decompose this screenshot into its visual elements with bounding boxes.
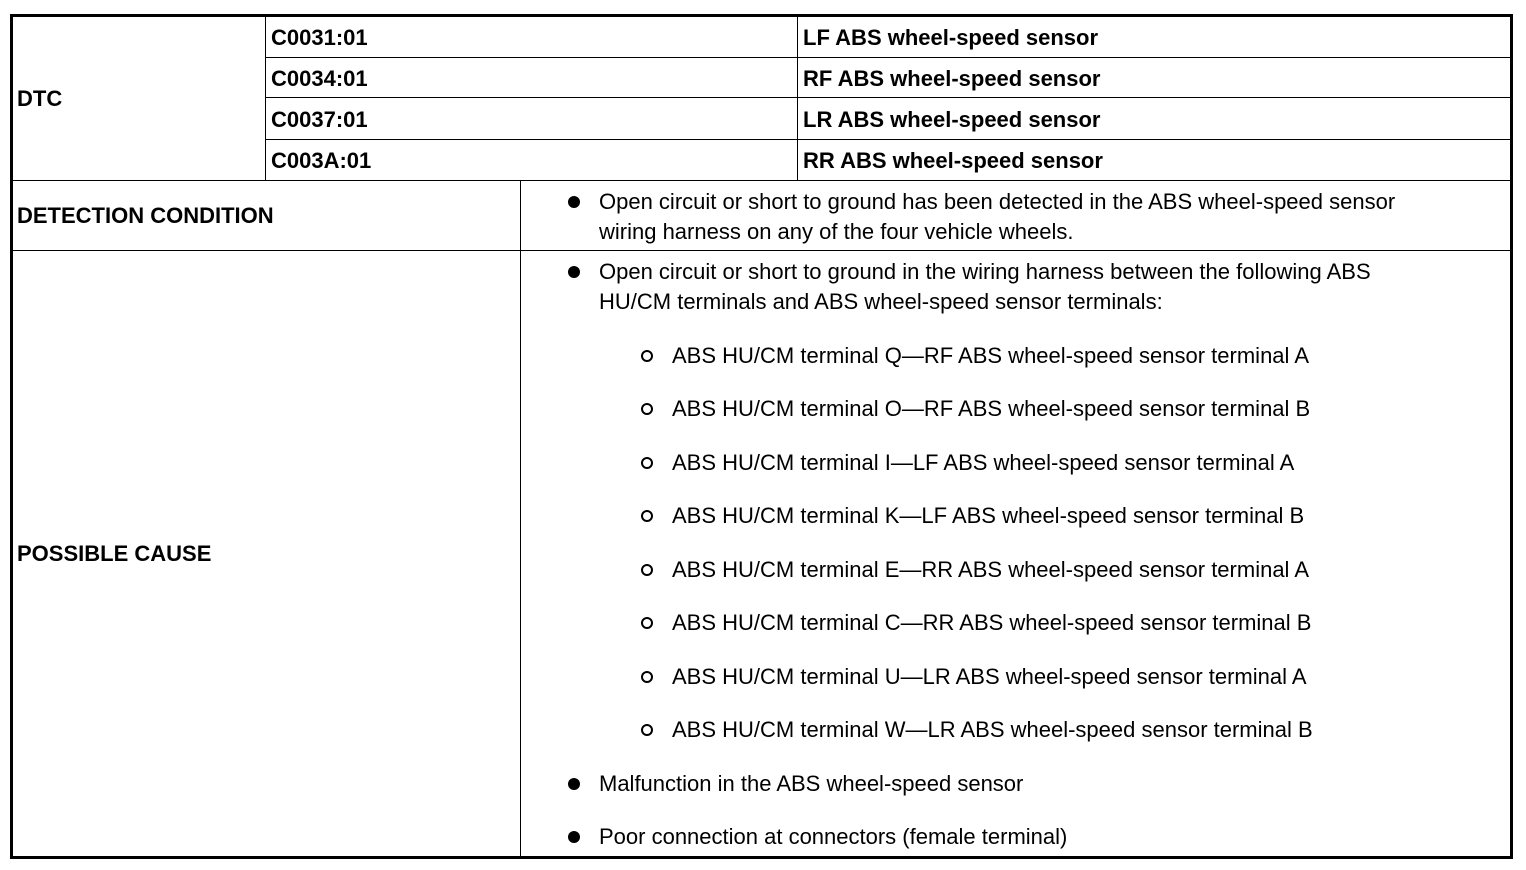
sub-bullet-icon — [641, 350, 653, 362]
row-divider — [265, 97, 1511, 98]
dtc-code: C003A:01 — [271, 148, 372, 173]
detection-item-line: Open circuit or short to ground has been detected in the ABS wheel-speed sensor — [599, 189, 1396, 214]
cause-item: Malfunction in the ABS wheel-speed sensor — [599, 771, 1024, 796]
bullet-icon — [568, 831, 580, 843]
cause-subitem: ABS HU/CM terminal U—LR ABS wheel-speed sensor terminal A — [672, 664, 1307, 689]
dtc-description: LR ABS wheel-speed sensor — [803, 107, 1101, 132]
row-divider — [12, 250, 1511, 251]
column-divider — [265, 16, 266, 181]
column-divider — [520, 180, 521, 857]
detection-item-line: wiring harness on any of the four vehicle wheels. — [599, 219, 1074, 244]
sub-bullet-icon — [641, 617, 653, 629]
cause-subitem: ABS HU/CM terminal K—LF ABS wheel-speed sensor terminal B — [672, 503, 1305, 528]
sub-bullet-icon — [641, 671, 653, 683]
cause-subitem: ABS HU/CM terminal I—LF ABS wheel-speed sensor terminal A — [672, 450, 1295, 475]
row-divider — [265, 57, 1511, 58]
bullet-icon — [568, 266, 580, 278]
dtc-description: RF ABS wheel-speed sensor — [803, 66, 1101, 91]
dtc-code: C0037:01 — [271, 107, 368, 132]
sub-bullet-icon — [641, 724, 653, 736]
dtc-description: RR ABS wheel-speed sensor — [803, 148, 1103, 173]
dtc-label: DTC — [17, 86, 63, 111]
cause-subitem: ABS HU/CM terminal E—RR ABS wheel-speed sensor terminal A — [672, 557, 1310, 582]
possible-cause-label: POSSIBLE CAUSE — [17, 541, 212, 566]
sub-bullet-icon — [641, 403, 653, 415]
dtc-description: LF ABS wheel-speed sensor — [803, 25, 1099, 50]
cause-intro-line: Open circuit or short to ground in the wiring harness between the following ABS — [599, 259, 1371, 284]
cause-item: Poor connection at connectors (female terminal) — [599, 824, 1068, 849]
sub-bullet-icon — [641, 510, 653, 522]
cause-intro-line: HU/CM terminals and ABS wheel-speed sensor terminals: — [599, 289, 1163, 314]
cause-subitem: ABS HU/CM terminal W—LR ABS wheel-speed sensor terminal B — [672, 717, 1313, 742]
sub-bullet-icon — [641, 457, 653, 469]
sub-bullet-icon — [641, 564, 653, 576]
column-divider — [797, 16, 798, 181]
bullet-icon — [568, 778, 580, 790]
cause-subitem: ABS HU/CM terminal C—RR ABS wheel-speed sensor terminal B — [672, 610, 1312, 635]
dtc-code: C0031:01 — [271, 25, 368, 50]
bullet-icon — [568, 196, 580, 208]
row-divider — [265, 139, 1511, 140]
row-divider — [12, 180, 1511, 181]
cause-subitem: ABS HU/CM terminal Q—RF ABS wheel-speed sensor terminal A — [672, 343, 1310, 368]
cause-subitem: ABS HU/CM terminal O—RF ABS wheel-speed sensor terminal B — [672, 396, 1311, 421]
dtc-code: C0034:01 — [271, 66, 368, 91]
detection-condition-label: DETECTION CONDITION — [17, 203, 274, 228]
